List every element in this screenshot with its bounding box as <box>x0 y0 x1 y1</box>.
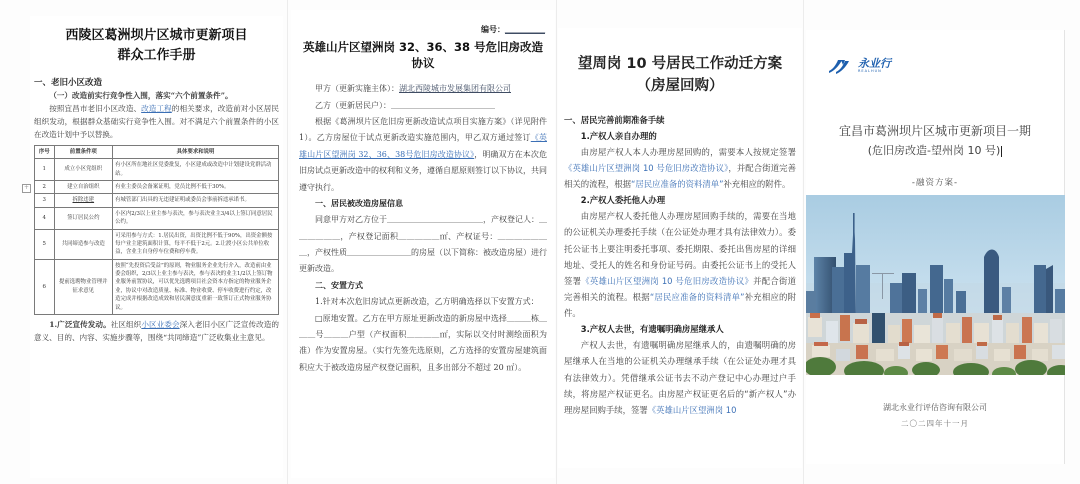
table-row: 3 拆除违建 有城管部门出具的无违建证明或委员会事前拆违承诺书。 <box>35 194 279 207</box>
col-header-desc: 具体要求和说明 <box>113 145 279 158</box>
page3-paragraph-3: 产权人去世，有遗嘱明确房屋继承人的，由遗嘱明确的房屋继承人在当地的公证机关办理继承手续（在公证处办理才具有法律效力）。凭借继承公证书去不动产登记中心办理过户手续，将房屋产权证更名。由房屋产权证更名后的“新产权人”办理房屋回购手续，签署《英雄山片区望洲岗 10 <box>564 340 796 415</box>
page1-section-heading: 一、老旧小区改造 <box>34 78 103 89</box>
cover-subtitle: -融资方案- <box>911 178 959 188</box>
table-header-row <box>35 145 279 158</box>
table-move-handle-icon: + <box>23 184 30 191</box>
logo-en-text: REALHUN <box>858 69 882 73</box>
doc-title-ref: 《英雄山片区望洲岗 10 号危旧房改造协议》 <box>581 275 754 286</box>
page-handbook <box>23 16 283 478</box>
page3-heading-2: 2.产权人委托他人办理 <box>580 195 666 206</box>
party-a-value: 湖北西陵城市发展集团有限公司 <box>399 84 511 94</box>
page1-title-line1: 西陵区葛洲坝片区城市更新项目 <box>65 28 248 43</box>
page2-section2-item1: 1.针对本次危旧房试点更新改造，乙方明确选择以下安置方式： <box>315 297 539 307</box>
inline-link[interactable]: 拆除违建 <box>54 194 113 207</box>
page2-section2-heading: 二、安置方式 <box>315 280 363 290</box>
page1-paragraph-1: （一）改造前实行竞争性入围，落实“六个前置条件”。 <box>49 91 233 101</box>
doc-number-field: 编号：＿＿＿＿＿ <box>481 25 545 34</box>
text-cursor <box>1001 146 1002 157</box>
col-header-no: 序号 <box>35 145 55 158</box>
page3-title <box>564 54 796 98</box>
page3-title-line2: （房屋回购） <box>636 77 724 94</box>
col-header-item: 前置条件项 <box>54 145 113 158</box>
page2-section1-body: 同意甲方对乙方位于＿＿＿＿＿＿＿＿＿＿＿＿，产权登记人：＿＿＿＿＿＿，产权登记面积＿＿＿＿＿㎡、产权证号：＿＿＿＿＿＿＿，产权性质＿＿＿＿＿＿＿＿的房屋（以下简称：被改造房屋）进行更新改造。 <box>299 215 547 274</box>
doc-title-ref: “居民应准备的资料清单” <box>631 179 724 189</box>
party-b-blank: ＿＿＿＿＿＿＿＿＿＿＿＿＿ <box>391 100 495 110</box>
logo-zh-text: 永业行 <box>858 57 891 70</box>
cover-date: 二〇二四年十一月 <box>901 419 969 428</box>
table-row: 2 建立自治组织 有业主委员会备案证明，党员比例不低于30%。 <box>35 181 279 194</box>
page3-paragraph-1: 由房屋产权人本人办理房屋回购的，需要本人按规定签署《英雄山片区望洲岗 10 号危旧房改造协议》，并配合街道完善相关的流程，根据“居民应准备的资料清单”补充相应的附件。 <box>564 146 796 189</box>
party-b-line: 乙方（更新居民户）：＿＿＿＿＿＿＿＿＿＿＿＿＿ <box>315 100 495 110</box>
doc-title-ref: “居民应准备的资料清单” <box>649 291 745 302</box>
doc-title-ref: 《英雄山片区望洲岗 10 号危旧房改造协议》 <box>564 162 729 173</box>
precondition-table <box>34 145 279 315</box>
logo-swoosh-icon <box>828 58 854 75</box>
page1-footer-paragraph: 1.广泛宣传发动。社区组织小区业委会深入老旧小区广泛宣传改造的意义、目的、内容、实施步骤等，围绕“共同缔造”广泛收集业主意见。 <box>34 319 280 342</box>
cover-title-line1: 宜昌市葛洲坝片区城市更新项目一期 <box>838 124 1031 138</box>
page2-relocation-option: □原地安置。乙方在甲方原址更新改造的新房屋中选择＿＿＿栋＿＿＿号＿＿＿户型（产权面积＿＿＿＿㎡，实际以交付时测绘面积为准）作为安置房屋。（实行先签先选原则，乙方选择的安置房屋建筑面积应大于被改造房屋产权登记面积，且多出部分不超过 20 ㎡）。 <box>299 313 547 372</box>
inline-link[interactable]: 《英雄山片区望洲岗 32、36、38号危旧房改造协议》 <box>299 133 547 159</box>
page2-title: 英雄山片区望洲岗 32、36、38 号危旧房改造协议 <box>302 40 543 71</box>
page2-section1-heading: 一、居民被改造房屋信息 <box>315 198 403 208</box>
page-divider <box>287 0 288 484</box>
page1-paragraph-2: 按照宜昌市老旧小区改造、改造工程的相关要求，改造前对小区居民组织发动，根据群众基础实行竞争性入围。对不满足六个前置条件的小区在改造计划中予以替换。 <box>34 104 280 139</box>
page-divider <box>803 0 804 484</box>
page3-paragraph-2: 由房屋产权人委托他人办理房屋回购手续的，需要在当地的公证机关办理委托手续（在公证处办理才具有法律效力）。委托公证书上要注明委托事项、委托期限、委托出售房屋的详细地址、受托人的姓名和身份证号码。由委托公证书上的受托人签署《英雄山片区望洲岗 10 号危旧房改造协议》并配合街道完善相关的流程。根据“居民应准备的资料清单”补充相应的附件。 <box>564 211 797 318</box>
table-row: 6 提前选聘物业管理并征求意见 按照“先投资后受益”的原则，物业服务企业先行介入，改造前由业委会组织，2/3以上业主参与表决，参与表决的业主1/2以上签订物业服务前置协议，可以优先选聘项目社会资本方指定的物业服务企业，协议中对改造质量、标准、物业收费、停车收费进行约定，改造完成并根据改造成效和居民满意度重新一致签订正式物业服务协议。 <box>35 259 279 314</box>
company-logo <box>828 58 891 75</box>
page1-title <box>34 26 279 66</box>
page-agreement <box>291 10 555 478</box>
page3-heading-3: 3.产权人去世，有遗嘱明确房屋继承人 <box>580 324 724 335</box>
party-a-line: 甲方（更新实施主体）：湖北西陵城市发展集团有限公司 <box>315 84 511 94</box>
page-relocation-plan <box>558 28 802 468</box>
page3-heading-1: 1.产权人亲自办理的 <box>580 130 657 141</box>
page3-section1-heading: 一、居民完善前期准备手续 <box>564 114 665 125</box>
cover-title-line2: (危旧房改造-望州岗 10 号) <box>867 144 1001 157</box>
table-row: 5 共同缔造参与改造 可采用参与方式：1.居民出资，出资比例不低于90%，出资金额按每户业主建筑面积计算，每平不低于2元。2.让渡小区公共单位收益，含业主自身停车位费和停车费。 <box>35 229 279 259</box>
page-divider <box>556 0 557 484</box>
cover-company: 湖北永业行评估咨询有限公司 <box>883 403 987 412</box>
inline-link[interactable]: 小区业委会 <box>141 319 180 329</box>
page1-title-line2: 群众工作手册 <box>117 48 196 64</box>
doc-title-ref: 《英雄山片区望洲岗 10 <box>647 404 737 415</box>
page2-intro-paragraph: 根据《葛洲坝片区危旧房更新改造试点项目实施方案》（详见附件 1）。乙方房屋位于试点更新改造实施范围内，甲乙双方通过签订《英雄山片区望洲岗 32、36、38号危旧房改造协议》，明确双方在本次危旧房试点更新改造中的权利和义务，遵循自愿原则签订以下协议，共同遵守执行。 <box>299 116 547 192</box>
doc-number-blank: ＿＿＿＿＿ <box>505 25 545 34</box>
table-row: 4 签订居民公约 小区内2/3以上业主参与表决，参与表决业主3/4以上签订同意居民公约。 <box>35 207 279 229</box>
table-row: 1 成立小区党组织 有小区所在地社区党委批复，小区建成或改造中计划建设党群活动站。 <box>35 159 279 181</box>
page3-title-line1: 望周岗 10 号居民工作动迁方案 <box>577 56 783 72</box>
cityscape-image <box>806 195 1065 375</box>
page-financing-cover <box>806 30 1065 464</box>
inline-link[interactable]: 改造工程 <box>141 104 172 114</box>
